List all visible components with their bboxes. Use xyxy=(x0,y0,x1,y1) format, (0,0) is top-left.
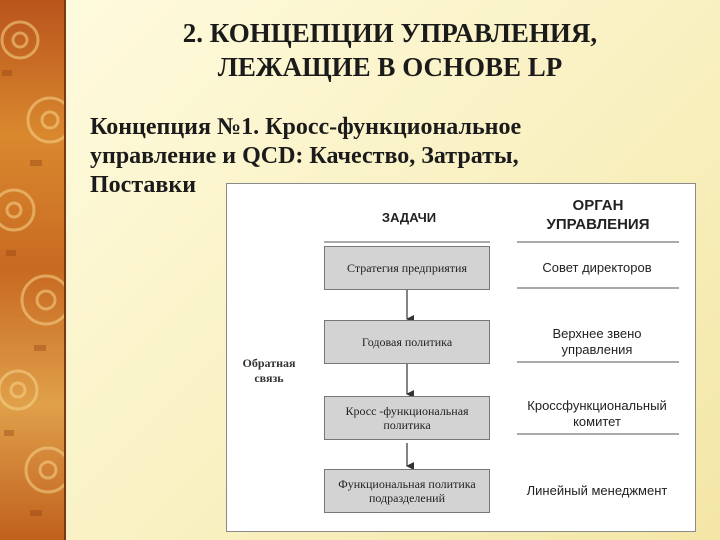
organ-top-management: Верхнее звено управления xyxy=(552,326,642,357)
organ-line-management: Линейный менеджмент xyxy=(526,483,668,498)
task-box-annual-policy: Годовая политика xyxy=(324,320,490,364)
task-box-functional-policy: Функциональная политика подразделений xyxy=(324,469,490,513)
slide-title xyxy=(120,16,660,84)
feedback-label: Обратная связь xyxy=(242,356,296,385)
organ-header: ОРГАН УПРАВЛЕНИЯ xyxy=(546,197,650,233)
title-line-2: ЛЕЖАЩИЕ В ОСНОВЕ LP xyxy=(217,52,563,82)
tasks-header: ЗАДАЧИ xyxy=(381,210,437,225)
slide-subtitle: Концепция №1. Кросс-функциональное управление и QCD: Качество, Затраты, Поставки xyxy=(90,114,522,198)
title-line-1: 2. КОНЦЕПЦИИ УПРАВЛЕНИЯ, xyxy=(182,18,598,48)
task-box-strategy: Стратегия предприятия xyxy=(324,246,490,290)
management-diagram xyxy=(226,183,696,532)
organ-cross-functional-committee: Кроссфункциональный комитет xyxy=(527,398,667,429)
decorative-gear-band xyxy=(0,0,66,540)
task-box-cross-functional-policy: Кросс -функциональная политика xyxy=(324,396,490,440)
organ-board-of-directors: Совет директоров xyxy=(542,260,652,275)
